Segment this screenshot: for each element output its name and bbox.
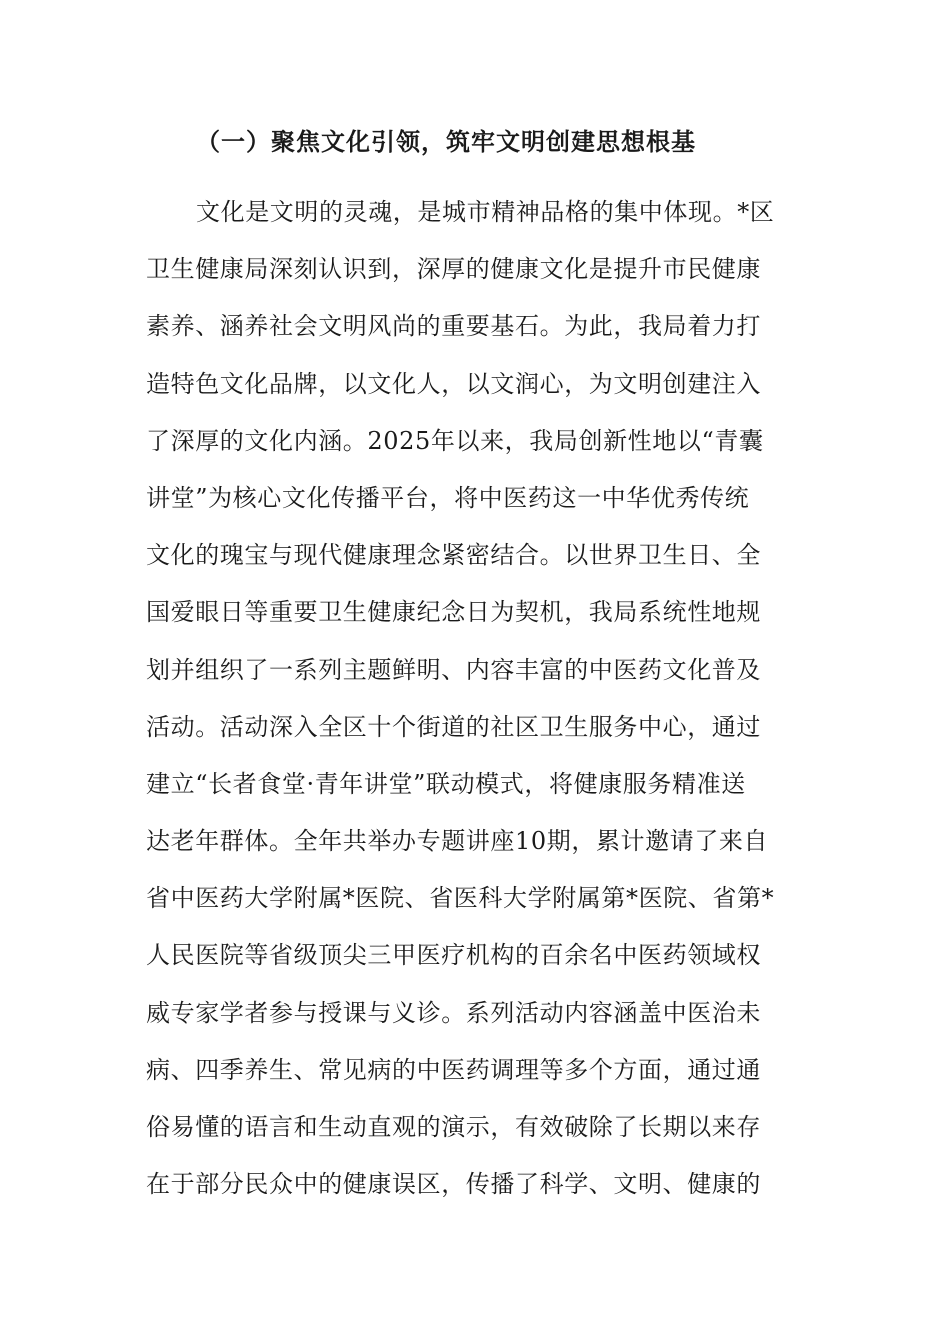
body-paragraph bbox=[146, 184, 806, 1213]
paragraph-line: 活动。活动深入全区十个街道的社区卫生服务中心，通过 bbox=[146, 712, 761, 741]
paragraph-line: 威专家学者参与授课与义诊。系列活动内容涵盖中医治未 bbox=[146, 998, 761, 1027]
paragraph-line: 建立“长者食堂·青年讲堂”联动模式，将健康服务精准送 bbox=[146, 769, 746, 798]
paragraph-line: 划并组织了一系列主题鲜明、内容丰富的中医药文化普及 bbox=[146, 655, 761, 684]
paragraph-line: 病、四季养生、常见病的中医药调理等多个方面，通过通 bbox=[146, 1055, 761, 1084]
paragraph-line: 文化是文明的灵魂，是城市精神品格的集中体现。*区 bbox=[196, 198, 775, 226]
section-heading: （一）聚焦文化引领，筑牢文明创建思想根基 bbox=[196, 127, 696, 156]
paragraph-line: 人民医院等省级顶尖三甲医疗机构的百余名中医药领域权 bbox=[146, 941, 761, 970]
paragraph-line: 文化的瑰宝与现代健康理念紧密结合。以世界卫生日、全 bbox=[146, 541, 761, 570]
paragraph-line: 了深厚的文化内涵。2025年以来，我局创新性地以“青囊 bbox=[146, 426, 764, 455]
paragraph-line: 在于部分民众中的健康误区，传播了科学、文明、健康的 bbox=[146, 1170, 761, 1199]
paragraph-line: 造特色文化品牌，以文化人，以文润心，为文明创建注入 bbox=[146, 369, 761, 398]
paragraph-line: 省中医药大学附属*医院、省医科大学附属第*医院、省第* bbox=[146, 884, 775, 913]
paragraph-line: 俗易懂的语言和生动直观的演示，有效破除了长期以来存 bbox=[146, 1113, 761, 1141]
paragraph-line: 国爱眼日等重要卫生健康纪念日为契机，我局系统性地规 bbox=[146, 598, 761, 627]
paragraph-line: 素养、涵养社会文明风尚的重要基石。为此，我局着力打 bbox=[146, 312, 761, 341]
paragraph-line: 达老年群体。全年共举办专题讲座10期，累计邀请了来自 bbox=[146, 827, 769, 856]
paragraph-line: 讲堂”为核心文化传播平台，将中医药这一中华优秀传统 bbox=[146, 483, 750, 512]
paragraph-line: 卫生健康局深刻认识到，深厚的健康文化是提升市民健康 bbox=[146, 255, 761, 284]
